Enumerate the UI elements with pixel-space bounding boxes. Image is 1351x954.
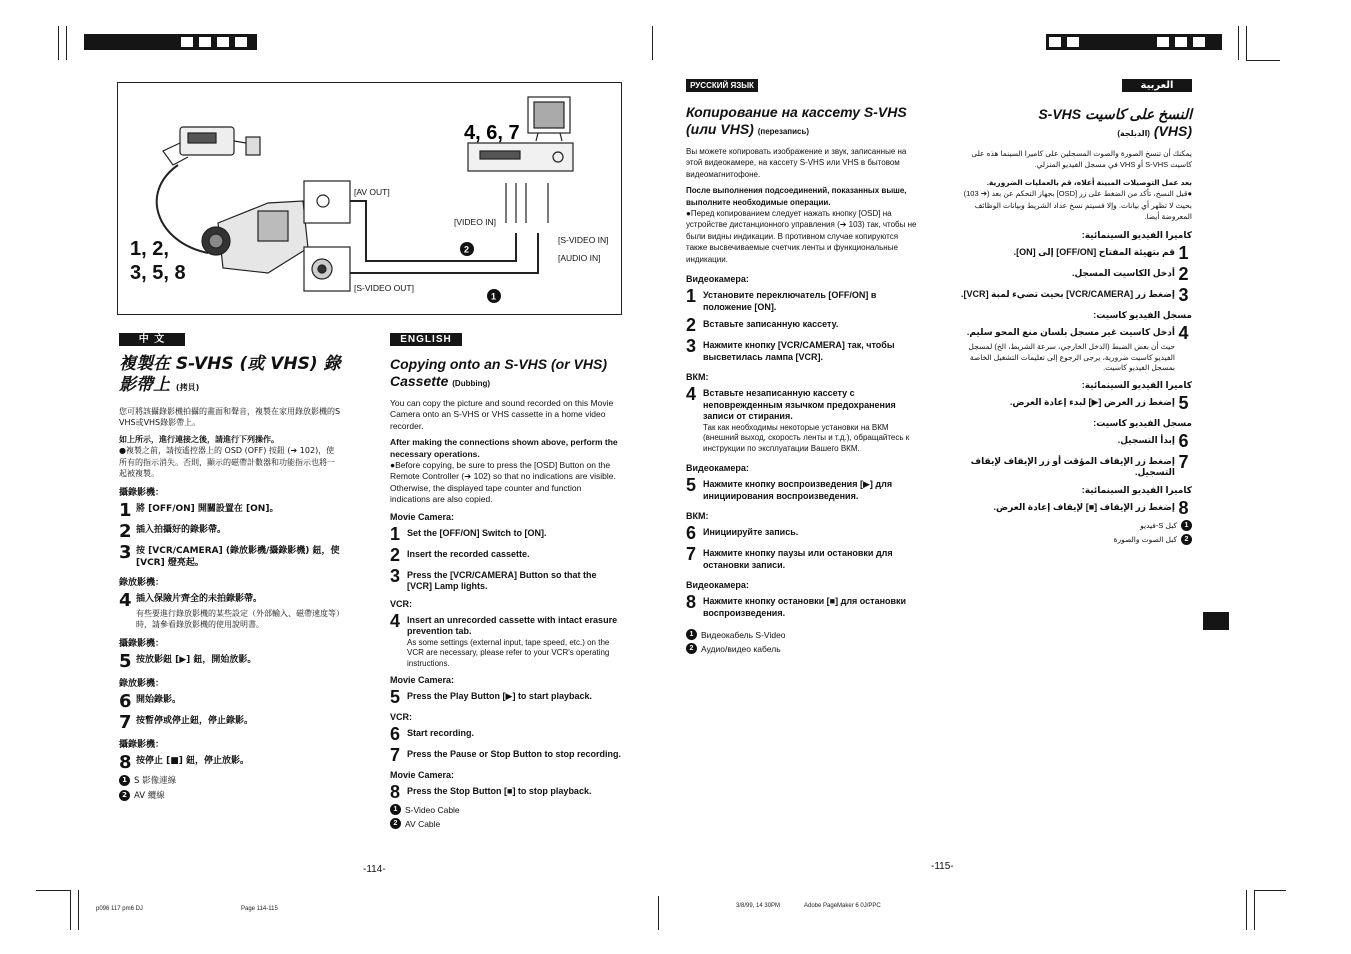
lang-tag-arabic: العربية (1122, 79, 1192, 92)
crop-mark (1246, 26, 1247, 60)
step-3: 3 Нажмите кнопку [VCR/CAMERA] так, чтобы высветилась лампа [VCR]. (686, 336, 895, 362)
label-av-out: [AV OUT] (354, 187, 390, 197)
svg-text:1: 1 (491, 291, 497, 302)
step-4-note: Так как необходимы некоторые установки на ВКМ (внешний выход, скорость ленты и т.д.), обращайтесь к инструкции по эксплуатации Вашего ВКМ. (703, 422, 910, 453)
registration-bar-right (1046, 34, 1222, 50)
section-vcr: مسجل الفيديو كاسيت: (1093, 310, 1192, 321)
step-7: 7 Press the Pause or Stop Button to stop recording. (390, 745, 622, 766)
svg-text:2: 2 (464, 244, 470, 255)
step-4-note: 有些要進行錄放影機的某些設定（外部輸入、磁帶速度等）時，請參看錄放影機的使用說明書。 (136, 609, 340, 629)
page-number-right: -115- (931, 861, 954, 872)
footer-pages: Page 114-115 (241, 906, 278, 912)
title-arabic: النسخ على كاسيت S-VHS (1038, 106, 1192, 122)
crop-mark (652, 26, 653, 60)
crop-mark (78, 890, 79, 930)
crop-mark (66, 26, 67, 60)
section-vcr: ВКМ: (686, 372, 709, 383)
column-english (390, 333, 622, 829)
step-8: 8 إضغط زر الإيقاف [■] لإيقاف إعادة العرض. (993, 497, 1189, 518)
step-7: 7 按暫停或停止鈕，停止錄影。 (119, 712, 254, 734)
step-1: 1 قم بتهيئة المفتاح [OFF/ON] إلى [ON]. (1013, 243, 1189, 264)
section-camera: كاميرا الفيديو السينمائية: (1081, 230, 1192, 241)
crop-mark (70, 890, 71, 930)
section-vcr: 錄放影機： (119, 578, 165, 589)
caption-2: 2 AV Cable (390, 818, 622, 829)
title-english: Copying onto an S-VHS (or VHS) Cassette (Dubbing) (390, 356, 607, 389)
step-6: 6 Инициируйте запись. (686, 523, 799, 544)
bullet-arabic: ●قبل النسخ، تأكد من الضغط على زر [OSD] بجهاز التحكم عن بعد (➔ 103) بحيث لا تظهر أي بيانات. وإلا فسيتم نسخ عداد الشريط وبيانات الوظائف المعروضة أيضا. (963, 189, 1192, 222)
step-1: 1 Set the [OFF/ON] Switch to [ON]. (390, 523, 547, 544)
footer-software: Adobe PageMaker 6 0J/PPC (804, 903, 881, 909)
intro-arabic: يمكنك أن تنسخ الصورة والصوت المسجلين على كاميرا السينما هذه على كاسيت S-VHS أو VHS في مسجل الفيديو المنزلي. (971, 149, 1192, 170)
label-video-in: [VIDEO IN] (454, 217, 497, 227)
step-3: 3 按 [VCR/CAMERA] (錄放影機/攝錄影機) 鈕，使 [VCR] 燈亮起。 (119, 542, 340, 568)
section-vcr: VCR: (390, 598, 412, 609)
section-camera: 攝錄影機： (119, 740, 165, 751)
crop-mark (1238, 26, 1239, 60)
step-1: 1 Установите переключатель [OFF/ON] в положение [ON]. (686, 286, 877, 312)
bold-note-russian: После выполнения подсоединений, показанных выше, выполните необходимые операции. (686, 186, 907, 207)
title-arabic-line2: (VHS) (الدبلجة) (1117, 123, 1192, 139)
section-camera: كاميرا الفيديو السينمائية: (1081, 379, 1192, 390)
step-5: 5 Press the Play Button [▶] to start playback. (390, 687, 592, 708)
crop-mark (36, 890, 70, 891)
caption-2: 2 Аудио/видео кабель (686, 643, 918, 654)
step-4-note: حيث أن بعض الضبط (الدخل الخارجي، سرعة الشريط، الخ) لمسجل الفيديو كاسيت ضرورية، يرجى الرجوع إلى تعليمات التشغيل الخاصة بمسجل الفيديو كاسيت. (968, 342, 1175, 373)
crop-mark (1254, 890, 1255, 930)
page-number-left: -114- (363, 864, 386, 875)
step-5: 5 按放影鈕 [▶] 鈕，開始放影。 (119, 651, 257, 673)
column-russian (686, 79, 918, 654)
step-2: 2 أدخل الكاسيت المسجل. (1071, 264, 1189, 285)
label-s-video-in: [S-VIDEO IN] (558, 235, 609, 245)
step-5: 5 Нажмите кнопку воспроизведения [▶] для инициирования воспроизведения. (686, 475, 893, 501)
caption-2: 2 كبل الصوت والصورة (958, 534, 1192, 545)
step-8: 8 按停止 [■] 鈕，停止放影。 (119, 752, 249, 774)
step-2: 2 插入拍攝好的錄影帶。 (119, 521, 227, 543)
caption-1: 1 Видеокабель S-Video (686, 629, 918, 640)
bold-note-english: After making the connections shown above, perform the necessary operations. (390, 437, 618, 459)
step-7: 7 Нажмите кнопку паузы или остановки для остановки записи. (686, 544, 893, 570)
lang-tag-chinese: 中 文 (119, 333, 185, 346)
crop-mark (1246, 890, 1247, 930)
step-4: 4 插入保險片齊全的未拍錄影帶。 (119, 590, 263, 612)
bullet-chinese: ●複製之前，請按遙控器上的 OSD (OFF) 按鈕 (➔ 102)，使所有的指示消失。否則，顯示的磁帶計數器和功能指示也將一起被複製。 (119, 446, 335, 479)
section-camera: كاميرا الفيديو السينمائية: (1081, 484, 1192, 495)
section-vcr: VCR: (390, 712, 412, 723)
footer-date: 3/8/99, 14 30PM (736, 903, 781, 909)
caption-1: 1 كبل S-فيديو (958, 520, 1192, 531)
label-audio-in: [AUDIO IN] (558, 253, 601, 263)
step-3: 3 Press the [VCR/CAMERA] Button so that the [VCR] Lamp lights. (390, 565, 597, 592)
section-camera: Movie Camera: (390, 511, 455, 522)
intro-chinese: 您可將該攝錄影機拍攝的畫面和聲音，複製在家用錄放影機的S VHS或VHS錄影帶上。 (119, 407, 341, 428)
section-camera: 攝錄影機： (119, 488, 165, 499)
column-chinese (119, 333, 341, 801)
step-1: 1 將 [OFF/ON] 開關設置在 [ON]。 (119, 500, 279, 522)
lang-tag-english: ENGLISH (390, 333, 462, 346)
caption-1: 1 S-Video Cable (390, 804, 622, 815)
step-6: 6 開始錄影。 (119, 691, 182, 713)
title-russian: Копирование на кассету S-VHS (или VHS) (перезапись) (686, 104, 907, 137)
callout-2 (460, 242, 474, 256)
vcr-step-label: 4, 6, 7 (464, 122, 520, 144)
crop-mark (658, 896, 659, 930)
caption-2: 2 AV 纜線 (119, 789, 341, 801)
step-2: 2 Insert the recorded cassette. (390, 544, 530, 565)
step-2: 2 Вставьте записанную кассету. (686, 315, 839, 336)
crop-mark (1254, 890, 1286, 891)
step-4: 4 أدخل كاسيت غير مسجل بلسان منع المحو سليم. (966, 323, 1189, 344)
section-camera: Видеокамера: (686, 463, 749, 474)
label-s-video-out: [S-VIDEO OUT] (354, 283, 414, 293)
section-camera: Видеокамера: (686, 274, 749, 285)
lang-tag-russian: РУССКИЙ ЯЗЫК (686, 79, 758, 92)
intro-english: You can copy the picture and sound recorded on this Movie Camera onto an S-VHS or VHS cassette in a home video recorder. (390, 398, 614, 431)
bullet-english: ●Before copying, be sure to press the [OSD] Button on the Remote Controller (➔ 102) so that no indications are visible. Otherwise, the displayed tape counter and function indications are also copied. (390, 460, 616, 505)
step-4-note: As some settings (external input, tape speed, etc.) on the VCR are necessary, please refer to your VCR's operating instructions. (407, 637, 610, 668)
section-vcr: 錄放影機： (119, 679, 165, 690)
crop-mark (1246, 60, 1280, 61)
caption-1: 1 S 影像連線 (119, 774, 341, 786)
step-3: 3 إضغط زر [VCR/CAMERA] بحيث تضيء لمبة [VCR]. (961, 285, 1189, 306)
section-vcr: مسجل الفيديو كاسيت: (1093, 417, 1192, 428)
step-8: 8 Нажмите кнопку остановки [■] для остановки воспроизведения. (686, 592, 907, 618)
intro-russian: Вы можете копировать изображение и звук, записанные на этой видеокамере, на кассету S-VHS или VHS в бытовом видеомагнитофоне. (686, 147, 907, 179)
bullet-russian: ●Перед копированием следует нажать кнопку [OSD] на устройстве дистанционного управления (➔ 103) так, чтобы не были видны индикации. В противном случае копируются также высвечиваемые счетчик ленты и функциональные индикации. (686, 209, 917, 264)
connection-diagram (117, 82, 622, 315)
step-4: 4 Insert an unrecorded cassette with intact erasure prevention tab. (390, 610, 618, 637)
section-camera: 攝錄影機： (119, 639, 165, 650)
section-camera: Movie Camera: (390, 675, 455, 686)
side-tab (1203, 612, 1229, 630)
bold-note-arabic: بعد عمل التوصيلات المبينة أعلاه، قم بالعمليات الضرورية. (986, 177, 1192, 187)
step-6: 6 إبدأ التسجيل. (1117, 430, 1189, 451)
callout-1 (487, 289, 501, 303)
registration-bar-left (84, 34, 257, 50)
step-8: 8 Press the Stop Button [■] to stop playback. (390, 782, 592, 803)
step-4: 4 Вставьте незаписанную кассету с неповрежденным язычком предохранения записи от стирания. (686, 384, 896, 422)
footer-file: p096 117 pm6 DJ (96, 906, 143, 912)
column-arabic (958, 79, 1192, 545)
section-camera: Movie Camera: (390, 770, 455, 781)
title-chinese: 複製在 S-VHS (或 VHS) 錄影帶上 (拷貝) (119, 354, 341, 395)
step-5: 5 إضغط زر العرض [▶] لبدء إعادة العرض. (1009, 392, 1189, 413)
bold-note-chinese: 如上所示，進行連接之後，請進行下列操作。 (119, 434, 279, 444)
crop-mark (58, 26, 59, 60)
section-vcr: ВКМ: (686, 511, 709, 522)
step-6: 6 Start recording. (390, 724, 475, 745)
section-camera: Видеокамера: (686, 580, 749, 591)
camera-step-label: 1, 2, 3, 5, 8 (130, 238, 186, 284)
step-7: 7 إضغط زر الإيقاف المؤقت أو زر الإيقاف لإيقاف التسجيل. (970, 451, 1189, 478)
